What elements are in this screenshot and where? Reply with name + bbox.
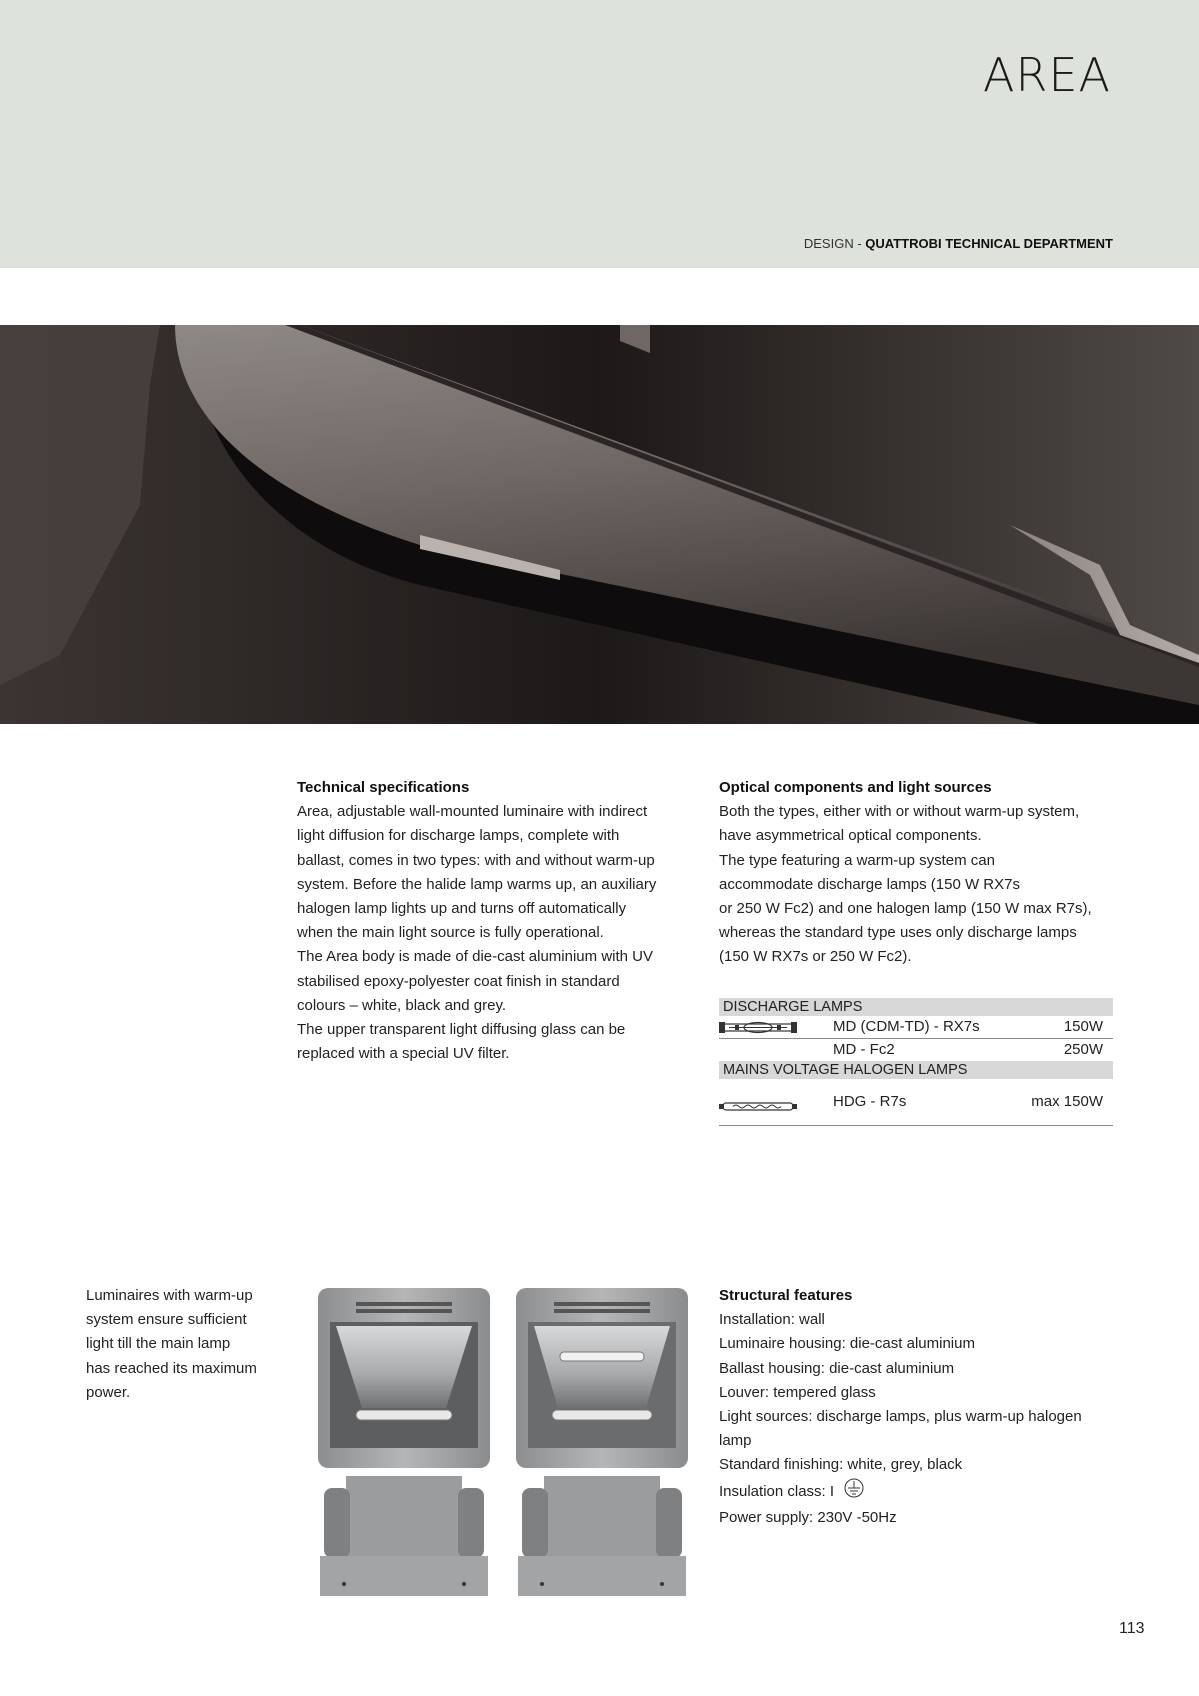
- optical-line: have asymmetrical optical components.: [719, 827, 982, 845]
- structural-line: lamp: [719, 1432, 752, 1450]
- product-photos: [316, 1288, 696, 1598]
- technical-specifications: [297, 776, 692, 1066]
- optical-line: accommodate discharge lamps (150 W RX7s: [719, 875, 1020, 893]
- design-prefix: DESIGN -: [803, 236, 862, 251]
- optical-line: (150 W RX7s or 250 W Fc2).: [719, 948, 912, 966]
- side-note-line: has reached its maximum: [86, 1359, 257, 1377]
- optical-heading: Optical components and light sources: [719, 779, 992, 796]
- lamp-row: [719, 1039, 1113, 1061]
- technical-line: system. Before the halide lamp warms up, an auxiliary: [297, 875, 657, 893]
- optical-line: whereas the standard type uses only discharge lamps: [719, 924, 1077, 942]
- optical-line: or 250 W Fc2) and one halogen lamp (150 W max R7s),: [719, 900, 1092, 918]
- lamp-name: MD (CDM-TD) - RX7s: [833, 1018, 980, 1035]
- luminaire-with-warmup: [516, 1288, 688, 1596]
- structural-line: Luminaire housing: die-cast aluminium: [719, 1335, 975, 1353]
- optical-line: Both the types, either with or without warm-up system,: [719, 803, 1080, 821]
- page-number: 113: [1119, 1620, 1145, 1637]
- luminaire-without-warmup: [318, 1288, 490, 1596]
- halogen-lamps-heading: MAINS VOLTAGE HALOGEN LAMPS: [719, 1061, 1113, 1079]
- lamp-power: 250W: [1063, 1041, 1103, 1058]
- lamp-row: [719, 1079, 1113, 1126]
- power-supply: Power supply: 230V -50Hz: [719, 1508, 897, 1526]
- technical-line: colours – white, black and grey.: [297, 996, 506, 1014]
- structural-line: Standard finishing: white, grey, black: [719, 1456, 963, 1474]
- lamp-power: 150W: [1063, 1018, 1103, 1035]
- technical-line: The upper transparent light diffusing glass can be: [297, 1021, 626, 1039]
- lamp-power: max 150W: [1031, 1093, 1103, 1110]
- halogen-lamp-icon: [719, 1091, 799, 1137]
- page-title: AREA: [983, 48, 1111, 102]
- technical-line: light diffusion for discharge lamps, complete with: [297, 827, 620, 845]
- insulation-label: Insulation class: I: [719, 1482, 835, 1500]
- technical-line: stabilised epoxy-polyester coat finish in standard: [297, 972, 620, 990]
- structural-line: Light sources: discharge lamps, plus warm-up halogen: [719, 1408, 1082, 1426]
- optical-components: [719, 776, 1119, 970]
- hero-photo: [0, 325, 1199, 724]
- lamp-name: HDG - R7s: [833, 1093, 907, 1110]
- technical-line: ballast, comes in two types: with and without warm-up: [297, 851, 655, 869]
- technical-line: when the main light source is fully operational.: [297, 924, 604, 942]
- technical-line: The Area body is made of die-cast aluminium with UV: [297, 948, 653, 966]
- lamp-table: [719, 998, 1113, 1126]
- header-band: [0, 0, 1199, 268]
- structural-line: Installation: wall: [719, 1311, 825, 1329]
- lamp-name: MD - Fc2: [833, 1041, 895, 1058]
- design-credit-name: QUATTROBI TECHNICAL DEPARTMENT: [865, 236, 1113, 251]
- design-credit: [804, 236, 1113, 251]
- optical-line: The type featuring a warm-up system can: [719, 851, 995, 869]
- side-note-line: system ensure sufficient: [86, 1311, 247, 1329]
- technical-line: Area, adjustable wall-mounted luminaire with indirect: [297, 803, 648, 821]
- technical-line: replaced with a special UV filter.: [297, 1045, 510, 1063]
- technical-line: halogen lamp lights up and turns off automatically: [297, 900, 627, 918]
- structural-heading: Structural features: [719, 1287, 853, 1304]
- discharge-lamps-heading: DISCHARGE LAMPS: [719, 998, 1113, 1016]
- structural-line: Louver: tempered glass: [719, 1383, 876, 1401]
- side-note-line: power.: [86, 1383, 131, 1401]
- structural-features: [719, 1284, 1124, 1530]
- technical-heading: Technical specifications: [297, 779, 470, 796]
- lamp-row: [719, 1016, 1113, 1039]
- side-note: [86, 1284, 286, 1405]
- side-note-line: light till the main lamp: [86, 1335, 231, 1353]
- structural-line: Ballast housing: die-cast aluminium: [719, 1359, 955, 1377]
- insulation-class: [719, 1478, 1124, 1506]
- side-note-line: Luminaires with warm-up: [86, 1287, 253, 1304]
- earth-ground-icon: [844, 1478, 864, 1506]
